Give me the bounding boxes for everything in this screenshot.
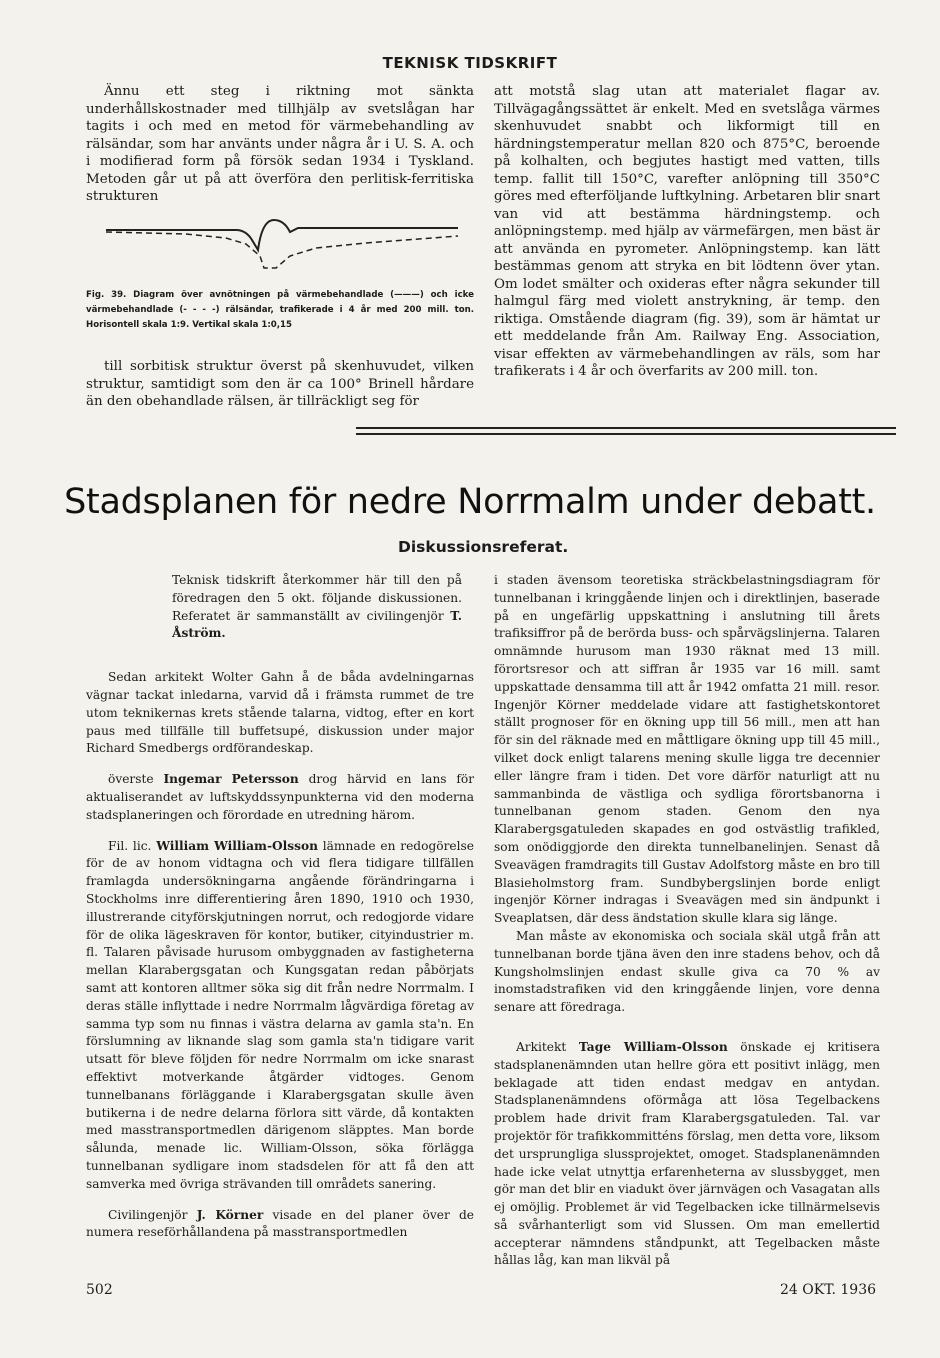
top-left-paragraph-2: till sorbitisk struktur överst på skenhuvudet, vilken struktur, samtidigt som den är ca 100° Brinell hårdare än den obehandlade rälsen, är tillräckligt seg för	[86, 359, 474, 409]
wear-diagram-figure	[86, 208, 474, 284]
top-right-column	[494, 83, 880, 381]
speaker-title: överste	[108, 772, 154, 787]
top-left-paragraph-1: Ännu ett steg i riktning mot sänkta underhållskostnader med tillhjälp av svetslågan har tagits i och med en metod för värmebehandling av rälsändar, som har använts under några år i U. S. A. och i modifierad form på försök sedan 1934 i Tyskland. Metoden går ut på att överföra den perlitisk-ferritiska strukturen	[86, 84, 474, 204]
right-paragraph-3	[494, 1039, 880, 1270]
right-paragraph-2: Man måste av ekonomiska och sociala skäl utgå från att tunnelbanan borde tjäna även den inre stadens behov, och då Kungsholmslinjen endast skulle giva ca 70 % av inomstadstrafiken vid den kringgående linjen, vore denna senare att föredraga.	[494, 928, 880, 1015]
speaker-name: J. Körner	[196, 1207, 264, 1222]
issue-date: 24 OKT. 1936	[780, 1282, 877, 1298]
top-right-paragraph: att motstå slag utan att materialet flagar av. Tillvägagångssättet är enkelt. Med en svetslåga värmes skenhuvudet snabbt och likformigt till en härdningstemperatur mellan 820 och 875°C, beroende på kolhalten, och begjutes hastigt med vatten, tills temp. fallit till 150°C, varefter anlöpning till 350°C göres med efterföljande luftkylning. Arbetaren blir snart van vid att bestämma härdningstemp. och anlöpningstemp. med hjälp av värmefärgen, men bäst är att använda en pyrometer. Anlöpningstemp. kan lätt bestämmas genom att stryka en bit lödtenn över ytan. Om lodet smälter och oxideras efter några sekunder till halmgul färg med violett anstrykning, är temp. den riktiga. Omstående diagram (fig. 39), som är hämtat ur ett meddelande från Am. Railway Eng. Association, visar effekten av värmebehandlingen av räls, som har trafikerats i 4 år och överfarits av 200 mill. ton.	[494, 84, 880, 379]
left-paragraph-4-text: visade en del planer över de numera reseförhållandena på masstransportmedlen	[86, 1207, 475, 1240]
separator-rule-top	[356, 427, 896, 429]
untreated-rail-profile	[106, 232, 458, 268]
speaker-title: Fil. lic.	[108, 838, 152, 853]
left-paragraph-3-text: lämnade en redogörelse för de av honom vidtagna och vid flera tidigare tillfällen framlagda undersökningarna angående förändringarna i Stockholms inre differentiering åren 1890, 1910 och 1930, illustrerande cityförskjutningen norrut, och redogjorde vidare för de olika lägeskraven för kontor, butiker, cityindustrier m. fl. Talaren påvisade hurusom ombyggnaden av fastigheterna mellan Klarabergsgatan och Kungsgatan redan påbörjats samt att kontoren alltmer söka sig dit från nedre Norrmalm. I deras ställe inflyttade i nedre Norrmalm lågvärdiga företag av samma typ som nu finnas i västra delarna av gamla sta'n. En förslumning av liknande slag som gamla sta'n tidigare varit utsatt för bleve följden för nedre Norrmalm om icke snarast effektivt motverkande åtgärder vidtoges. Genom tunnelbanans förläggande i Klarabergsgatan skulle även butikerna i de nedre delarna förlora sitt värde, då kontakten med masstransportmedlen därigenom släpptes. Man borde sålunda, menade lic. William-Olsson, söka förlägga tunnelbanan sydligare inom stadsdelen för att få den att samverka med övriga strävanden till områdets sanering.	[86, 838, 474, 1191]
journal-header: TEKNISK TIDSKRIFT	[382, 54, 558, 72]
intro-author: T. Åström.	[172, 608, 462, 641]
speaker-title: Arkitekt	[516, 1039, 567, 1054]
article-right-column	[494, 572, 880, 1270]
top-left-column	[86, 83, 474, 206]
top-left-continuation	[86, 358, 474, 411]
speaker-name: William William-Olsson	[156, 838, 318, 853]
intro-text: Teknisk tidskrift återkommer här till den på föredragen den 5 okt. följande diskussionen. Referatet är sammanställt av civilingenjör	[172, 573, 462, 623]
left-paragraph-3	[86, 838, 474, 1194]
page-number: 502	[86, 1282, 113, 1298]
left-paragraph-4	[86, 1207, 474, 1243]
separator-rule-bottom	[356, 433, 896, 435]
right-paragraph-3-text: önskade ej kritisera stadsplanenämnden utan hellre göra ett positivt inlägg, men beklagade att tiden endast medgav en antydan. Stadsplanenämndens oförmåga att lösa Tegelbackens problem hade drivit fram Klarabergsgatuleden. Tal. var projektör för trafikkommitténs förslag, men detta vore, liksom det ursprungliga slussprojektet, omoget. Stadsplanenämnden hade icke velat utnyttja erfarenheterna av slussbygget, men gör man det blir en viadukt över järnvägen och Vasagatan alls ej omöjlig. Problemet är vid Tegelbacken icke tillnärmelsevis så svårhanterligt som vid Slussen. Om man emellertid accepterar nämndens ståndpunkt, att Tegelbacken måste hållas låg, kan man likväl på	[494, 1039, 881, 1268]
speaker-name: Ingemar Petersson	[163, 772, 299, 787]
speaker-title: Civilingenjör	[108, 1207, 188, 1222]
treated-rail-profile	[106, 220, 458, 250]
left-paragraph-2	[86, 771, 474, 824]
article-subtitle: Diskussionsreferat.	[398, 538, 569, 556]
left-paragraph-2-text: drog härvid en lans för aktualiserandet av luftskyddssynpunkterna vid den moderna stadsplaneringen och förordade en utredning härom.	[86, 772, 475, 822]
right-paragraph-1: i staden ävensom teoretiska sträckbelastningsdiagram för tunnelbanan i kringgående linjen och i direktlinjen, baserade på en ungefärlig uppskattning i anslutning till årets trafiksiffror på de berörda buss- och spårvägslinjerna. Talaren omnämnde hurusom man 1930 räknat med 13 mill. förortsresor och att siffran år 1935 var 16 mill. samt uppskattade densamma till att år 1942 omfatta 21 mill. resor. Ingenjör Körner meddelade vidare att fastighetskontoret ställt prognoser för en ökning upp till 56 mill., men att han för sin del räknade med en måttligare ökning upp till 45 mill., vilket dock enligt talarens mening skulle ligga tre decennier eller längre fram i tiden. Det vore därför naturligt att nu sammanbinda de västliga och sydliga förortsbanorna i tunnelbanan genom staden. Genom den nya Klarabergsgatuleden skapades en god ostvästlig trafikled, som onödiggjorde den direkta tunnelbanelinjen. Senast då Sveavägen framdragits till Gustav Adolfstorg måste en bro till Blasieholmstorg fram. Sundbybergslinjen borde enligt ingenjör Körner indragas i Sveavägen med sin ändpunkt i Sveaplatsen, där dess ändstation skulle klara sig länge.	[494, 573, 880, 926]
left-paragraph-1: Sedan arkitekt Wolter Gahn å de båda avdelningarnas vägnar tackat inledarna, varvid då i främsta rummet de tre utom teknikernas krets stående talarna, vidtog, efter en kort paus med tillfälle till buffetsupé, diskussion under major Richard Smedbergs ordförandeskap.	[86, 670, 474, 756]
speaker-name: Tage William-Olsson	[578, 1039, 728, 1054]
intro-note	[172, 572, 462, 643]
figure-caption: Fig. 39. Diagram över avnötningen på värmebehandlade (———) och icke värmebehandlade (- - - -) rälsändar, trafikerade i 4 år med 200 mill. ton. Horisontell skala 1:9. Vertikal skala 1:0,15	[86, 290, 474, 330]
article-left-column	[86, 572, 474, 1242]
article-title: Stadsplanen för nedre Norrmalm under debatt.	[64, 482, 876, 522]
